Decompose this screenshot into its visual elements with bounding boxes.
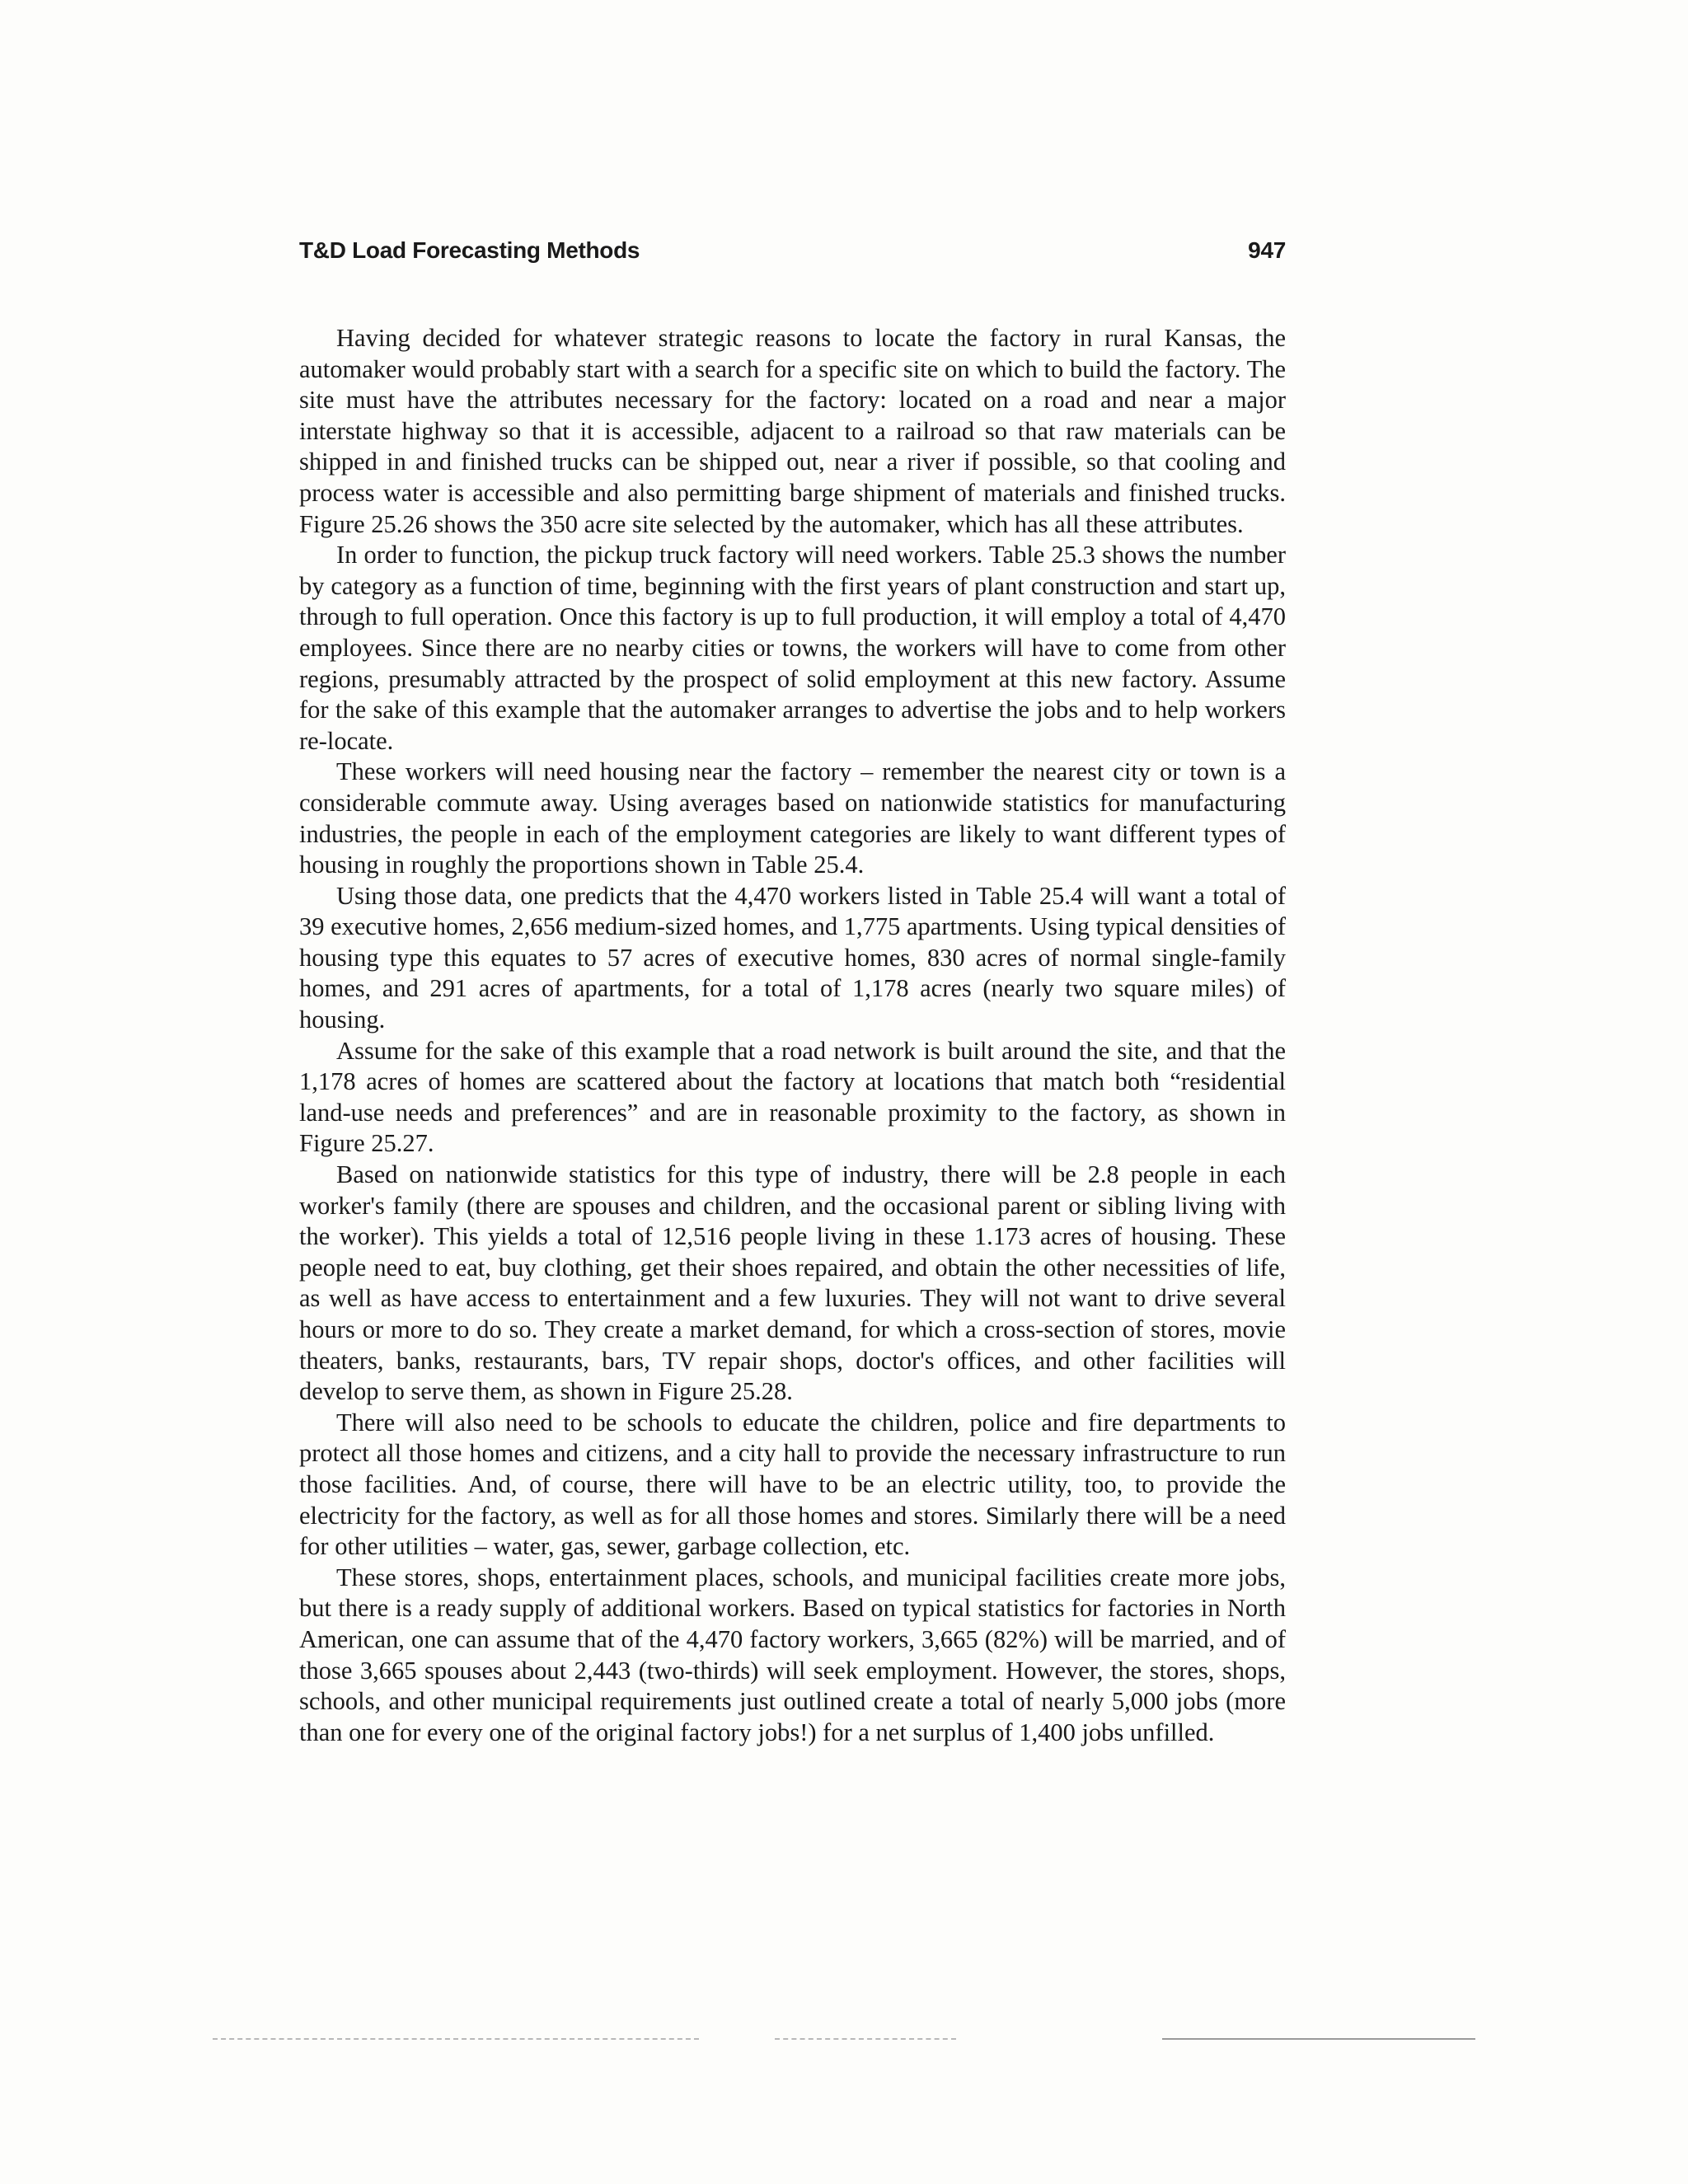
- scan-artifact-rule-right: [1162, 2038, 1475, 2040]
- page-number: 947: [1248, 237, 1286, 263]
- paragraph: These workers will need housing near the factory – remember the nearest city or town is a considerable commute away. Using averages based on nationwide statistics for manufacturing industries, the people in each of the employment categories are likely to want different types of housing in roughly the proportions shown in Table 25.4.: [299, 757, 1286, 879]
- paragraph: In order to function, the pickup truck factory will need workers. Table 25.3 shows the number by category as a function of time, beginning with the first years of plant construction and start up, through to full operation. Once this factory is up to full production, it will employ a total of 4,470 employees. Since there are no nearby cities or towns, the workers will have to come from other regions, presumably attracted by the prospect of solid employment at this new factory. Assume for the sake of this example that the automaker arranges to advertise the jobs and to help workers re-locate.: [299, 541, 1286, 755]
- paragraph: Based on nationwide statistics for this type of industry, there will be 2.8 people in each worker's family (there are spouses and children, and the occasional parent or sibling living with the worker). This yields a total of 12,516 people living in these 1.173 acres of housing. These people need to eat, buy clothing, get their shoes repaired, and obtain the other necessities of life, as well as have access to entertainment and a few luxuries. They will not want to drive several hours or more to do so. They create a market demand, for which a cross-section of stores, movie theaters, banks, restaurants, bars, TV repair shops, doctor's offices, and other facilities will develop to serve them, as shown in Figure 25.28.: [299, 1160, 1286, 1406]
- running-header: [299, 237, 1286, 264]
- paragraph: These stores, shops, entertainment places, schools, and municipal facilities create more jobs, but there is a ready supply of additional workers. Based on typical statistics for factories in North American, one can assume that of the 4,470 factory workers, 3,665 (82%) will be married, and of those 3,665 spouses about 2,443 (two-thirds) will seek employment. However, the stores, shops, schools, and other municipal requirements just outlined create a total of nearly 5,000 jobs (more than one for every one of the original factory jobs!) for a net surplus of 1,400 jobs unfilled.: [299, 1563, 1286, 1746]
- paragraph: Assume for the sake of this example that a road network is built around the site, and that the 1,178 acres of homes are scattered about the factory at locations that match both “residential land-use needs and preferences” and are in reasonable proximity to the factory, as shown in Figure 25.27.: [299, 1036, 1286, 1158]
- scan-artifact-rule-left: [213, 2038, 699, 2040]
- paragraph: There will also need to be schools to educate the children, police and fire departments to protect all those homes and citizens, and a city hall to provide the necessary infrastructure to run those facilities. And, of course, there will have to be an electric utility, too, to provide the electricity for the factory, as well as for all those homes and stores. Similarly there will be a need for other utilities – water, gas, sewer, garbage collection, etc.: [299, 1408, 1286, 1561]
- scan-artifact-rule-middle: [775, 2038, 956, 2040]
- paragraph: Having decided for whatever strategic reasons to locate the factory in rural Kansas, the automaker would probably start with a search for a specific site on which to build the factory. The site must have the attributes necessary for the factory: located on a road and near a major interstate highway so that it is accessible, adjacent to a railroad so that raw materials can be shipped in and finished trucks can be shipped out, near a river if possible, so that cooling and process water is accessible and also permitting barge shipment of materials and finished trucks. Figure 25.26 shows the 350 acre site selected by the automaker, which has all these attributes.: [299, 324, 1286, 538]
- running-title: T&D Load Forecasting Methods: [299, 237, 640, 263]
- body-text: [299, 323, 1286, 1748]
- paragraph: Using those data, one predicts that the 4,470 workers listed in Table 25.4 will want a total of 39 executive homes, 2,656 medium-sized homes, and 1,775 apartments. Using typical densities of housing type this equates to 57 acres of executive homes, 830 acres of normal single-family homes, and 291 acres of apartments, for a total of 1,178 acres (nearly two square miles) of housing.: [299, 881, 1286, 1034]
